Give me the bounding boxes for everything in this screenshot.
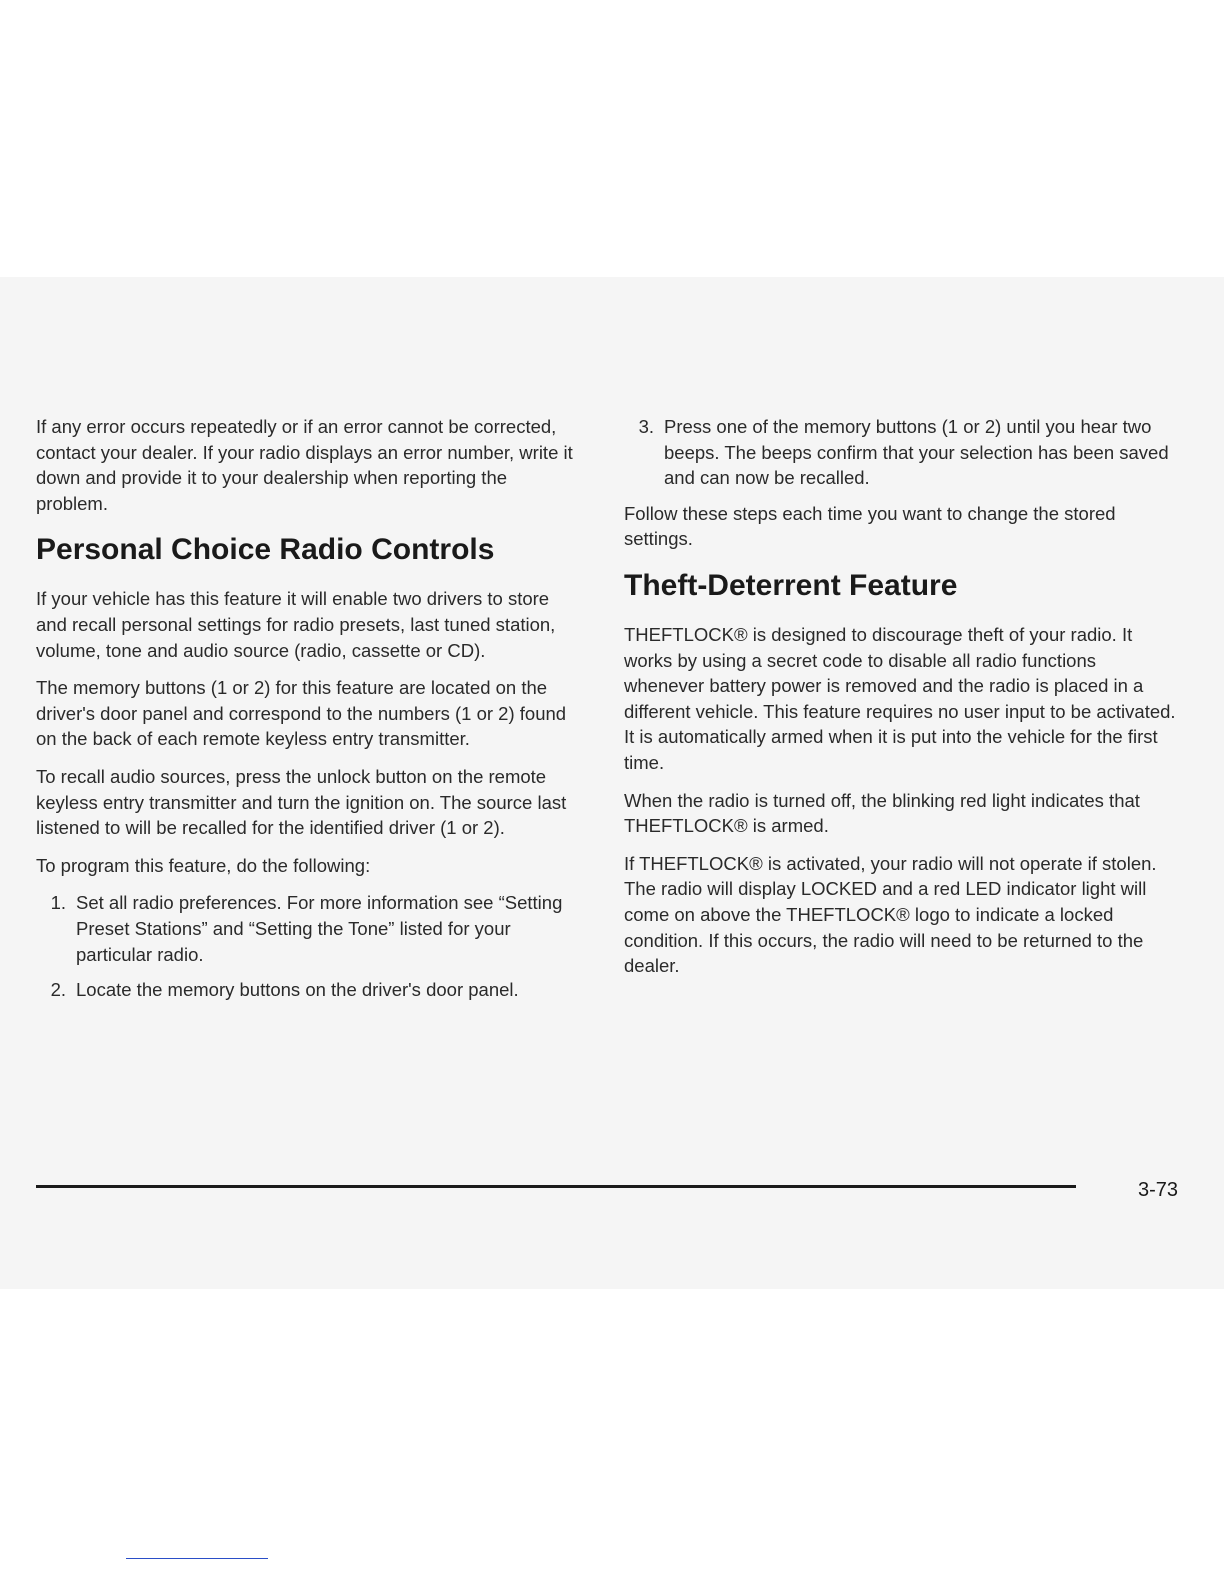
left-column [36, 414, 584, 1013]
step-text: Locate the memory buttons on the driver's door panel. [76, 979, 519, 1001]
list-item [36, 890, 584, 967]
step-number: 2. [50, 979, 66, 1001]
divider [126, 1558, 268, 1559]
step-number: 3. [638, 416, 654, 437]
paragraph: To recall audio sources, press the unlock button on the remote keyless entry transmitter and turn the ignition on. The source last listened to will be recalled for the identified driver (1 or 2). [36, 765, 567, 839]
right-column [624, 414, 1180, 991]
steps-list [36, 890, 584, 1002]
list-item [624, 414, 1180, 491]
section-heading-theft-deterrent: Theft-Deterrent Feature [624, 568, 958, 602]
paragraph: Follow these steps each time you want to change the stored settings. [624, 502, 1116, 550]
intro-paragraph: If any error occurs repeatedly or if an error cannot be corrected, contact your dealer. If your radio displays an error number, write it down and provide it to your dealership when reporting the problem. [36, 416, 573, 514]
section-heading-personal-choice: Personal Choice Radio Controls [36, 533, 495, 567]
paragraph: If your vehicle has this feature it will enable two drivers to store and recall personal settings for radio presets, last tuned station, volume, tone and audio source (radio, cassette or CD). [36, 588, 556, 661]
paragraph: If THEFTLOCK® is activated, your radio will not operate if stolen. The radio will display LOCKED and a red LED indicator light will come on above the THEFTLOCK® logo to indicate a locked condition. If this occurs, the radio will need to be returned to the dealer. [624, 852, 1157, 977]
step-number: 1. [50, 892, 66, 914]
paragraph: To program this feature, do the following: [36, 854, 371, 876]
step-text: Press one of the memory buttons (1 or 2) until you hear two beeps. The beeps confirm that your selection has been saved and can now be recalled. [664, 416, 1169, 489]
footer-rule [36, 1185, 1076, 1188]
step-text: Set all radio preferences. For more information see “Setting Preset Stations” and “Setting the Tone” listed for your particular radio. [76, 892, 563, 965]
paragraph: The memory buttons (1 or 2) for this feature are located on the driver's door panel and correspond to the numbers (1 or 2) found on the back of each remote keyless entry transmitter. [36, 677, 567, 750]
page-number: 3-73 [1137, 1179, 1178, 1201]
steps-list [624, 414, 1180, 491]
list-item [36, 977, 584, 1003]
paragraph: THEFTLOCK® is designed to discourage theft of your radio. It works by using a secret code to disable all radio functions whenever battery power is removed and the radio is placed in a different vehicle. This feature requires no user input to be activated. It is automatically armed when it is put into the vehicle for the first time. [624, 623, 1176, 773]
paragraph: When the radio is turned off, the blinking red light indicates that THEFTLOCK® is armed. [624, 789, 1140, 837]
